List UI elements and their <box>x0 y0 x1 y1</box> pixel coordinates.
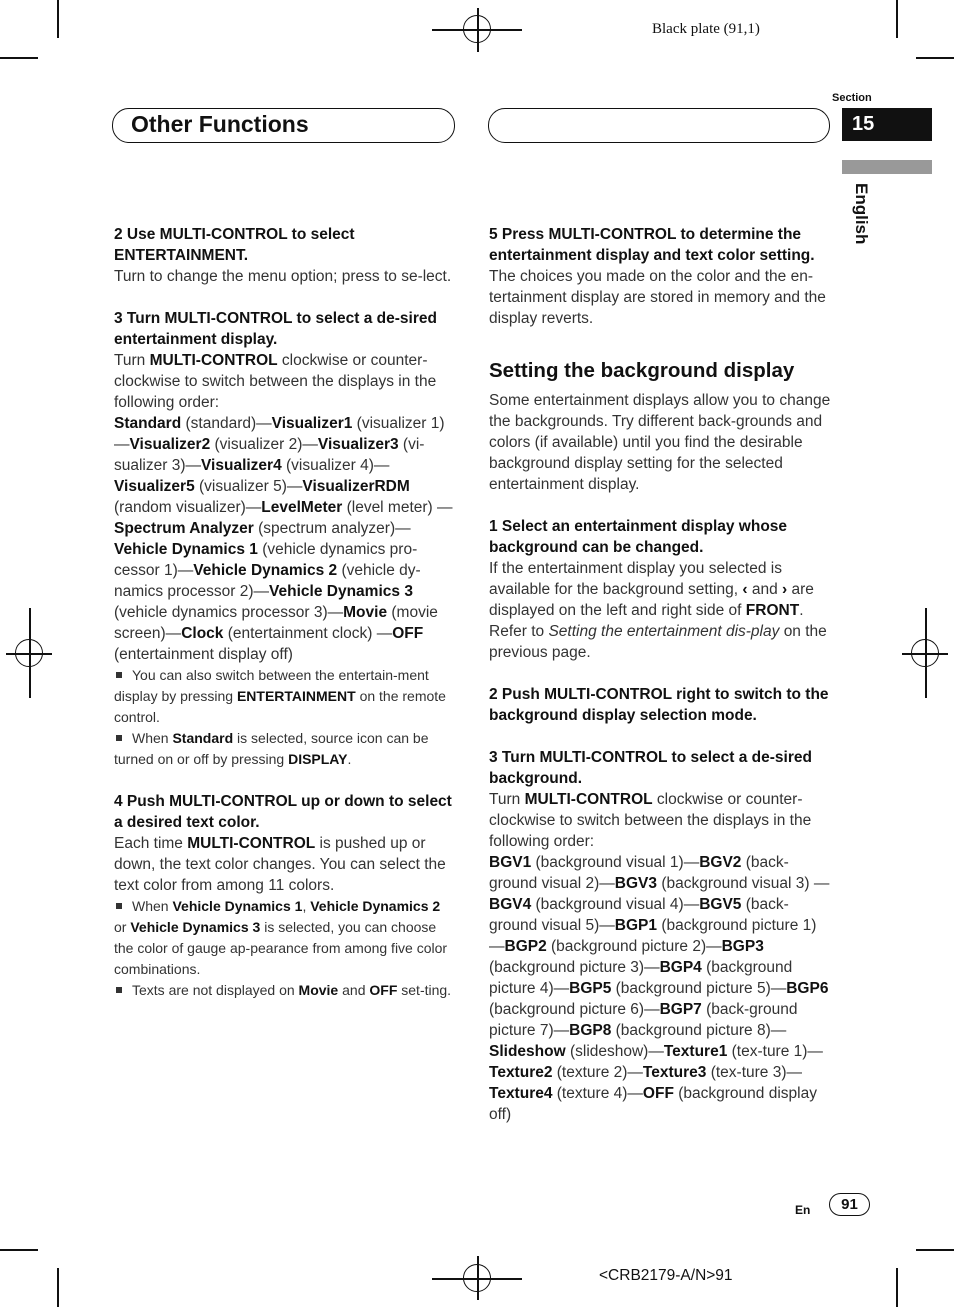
option-name: BGP5 <box>569 980 612 997</box>
option-description: (visualizer 4)— <box>281 457 390 474</box>
display-order-list <box>114 413 456 665</box>
section-number-text: 15 <box>852 113 875 135</box>
option-description: (vehicle dynamics pro-cessor 1)— <box>114 541 418 579</box>
step-body: If the entertainment display you selected is available for the background setting, ‹ and › are displayed on the left and right side of FRONT. Refer to Setting the entertainment dis-play on the previous page. <box>489 560 827 661</box>
option-description: (texture 4)— <box>552 1085 643 1102</box>
option-description: (vehicle dynamics processor 3)— <box>114 604 344 621</box>
step-body: The choices you made on the color and the en-tertainment display are stored in memory and the display reverts. <box>489 268 826 327</box>
option-description: (entertainment clock) — <box>223 625 393 642</box>
option-name: BGV3 <box>614 875 658 892</box>
option-name: BGV5 <box>699 896 742 913</box>
page-number-box <box>829 1193 870 1216</box>
bullet-icon <box>116 672 122 678</box>
option-name: Vehicle Dynamics 2 <box>193 562 338 579</box>
option-description: (background picture 4)— <box>489 959 793 997</box>
crop-mark <box>916 1249 954 1251</box>
bullet-icon <box>116 735 122 741</box>
option-description: (slideshow)— <box>565 1043 664 1060</box>
display-order-list <box>489 852 831 1125</box>
note: When Standard is selected, source icon can be turned on or off by pressing DISPLAY. <box>114 730 429 767</box>
option-description: (visualizer 2)— <box>210 436 318 453</box>
crop-mark <box>0 1249 38 1251</box>
crop-mark <box>896 1268 898 1307</box>
option-name: Texture2 <box>489 1064 553 1081</box>
option-description: (background visual 1)— <box>531 854 700 871</box>
option-description: (standard)— <box>181 415 272 432</box>
option-name: BGP4 <box>659 959 702 976</box>
option-name: BGP8 <box>569 1022 612 1039</box>
option-name: Texture3 <box>642 1064 707 1081</box>
option-name: OFF <box>642 1085 674 1102</box>
option-name: BGV4 <box>489 896 532 913</box>
step-body: Turn MULTI-CONTROL clockwise or counter-clockwise to switch between the displays in the following order: <box>489 791 812 850</box>
option-name: Texture1 <box>663 1043 728 1060</box>
crop-mark <box>896 0 898 38</box>
option-name: Vehicle Dynamics 1 <box>114 541 258 558</box>
chevron-right-icon: › <box>782 581 788 598</box>
empty-title-box <box>488 108 830 143</box>
option-name: Standard <box>114 415 182 432</box>
step-heading: 2 Push MULTI-CONTROL right to switch to the background display selection mode. <box>489 686 829 724</box>
option-description: (back-ground visual 5)— <box>489 896 789 934</box>
option-description: (background picture 2)— <box>546 938 722 955</box>
registration-line <box>477 1256 479 1300</box>
option-name: Visualizer2 <box>129 436 211 453</box>
option-name: Vehicle Dynamics 3 <box>269 583 413 600</box>
option-name: Spectrum Analyzer <box>114 520 254 537</box>
option-description: (random visualizer)— <box>114 499 262 516</box>
step-heading: 5 Press MULTI-CONTROL to determine the entertainment display and text color setting. <box>489 226 815 264</box>
option-description: (visualizer 1)— <box>114 415 445 453</box>
crop-mark <box>0 57 38 59</box>
option-name: Slideshow <box>489 1043 566 1060</box>
bullet-icon <box>116 903 122 909</box>
option-name: BGP1 <box>614 917 658 934</box>
option-description: (background display off) <box>489 1085 817 1123</box>
registration-line <box>6 653 52 655</box>
option-name: Visualizer5 <box>114 478 195 495</box>
option-description: (visualizer 5)— <box>194 478 303 495</box>
option-description: (background picture 5)— <box>611 980 787 997</box>
option-description: (tex-ture 3)— <box>706 1064 802 1081</box>
option-description: (movie screen)— <box>114 604 438 642</box>
step-heading: 2 Use MULTI-CONTROL to select ENTERTAINMENT. <box>114 226 355 264</box>
crop-mark <box>916 57 954 59</box>
right-column <box>489 224 831 1125</box>
option-description: (texture 2)— <box>552 1064 643 1081</box>
option-name: BGP6 <box>786 980 829 997</box>
chapter-title: Other Functions <box>131 111 309 137</box>
option-description: (background picture 6)— <box>489 1001 660 1018</box>
footer-language: En <box>795 1203 811 1217</box>
option-description: (vi-sualizer 3)— <box>114 436 425 474</box>
crop-mark <box>57 1268 59 1307</box>
plate-label: Black plate (91,1) <box>652 21 760 37</box>
option-description: (background visual 4)— <box>531 896 700 913</box>
option-description: (background visual 3) — <box>657 875 830 892</box>
note: Texts are not displayed on Movie and OFF set-ting. <box>114 980 456 1001</box>
option-name: Visualizer4 <box>201 457 282 474</box>
option-name: Movie <box>343 604 388 621</box>
option-description: (spectrum analyzer)— <box>253 520 411 537</box>
option-name: Visualizer3 <box>317 436 399 453</box>
page-number: 91 <box>841 1196 858 1213</box>
option-name: BGV2 <box>699 854 742 871</box>
step-heading: 4 Push MULTI-CONTROL up or down to select a desired text color. <box>114 793 452 831</box>
step-body: Each time MULTI-CONTROL is pushed up or down, the text color changes. You can select the text color from among 11 colors. <box>114 835 446 894</box>
section-label: Section <box>832 92 872 104</box>
document-code: <CRB2179-A/N>91 <box>599 1267 733 1284</box>
left-column <box>114 224 456 1001</box>
option-name: VisualizerRDM <box>302 478 410 495</box>
option-description: (background picture 8)— <box>611 1022 787 1039</box>
step-heading: 1 Select an entertainment display whose background can be changed. <box>489 518 788 556</box>
option-description: (back-ground visual 2)— <box>489 854 789 892</box>
language-tab: English <box>852 183 871 245</box>
option-name: BGP2 <box>504 938 547 955</box>
option-name: OFF <box>392 625 424 642</box>
bullet-icon <box>116 987 122 993</box>
registration-line <box>902 653 948 655</box>
option-description: (background picture 1)— <box>489 917 817 955</box>
option-description: (vehicle dy-namics processor 2)— <box>114 562 421 600</box>
step-heading: 3 Turn MULTI-CONTROL to select a de-sired entertainment display. <box>114 310 437 348</box>
intro-paragraph: Some entertainment displays allow you to change the backgrounds. Try different back-grounds and colors (if available) until you find the desirable background display setting for the selected entertainment display. <box>489 392 831 493</box>
option-description: (tex-ture 1)— <box>727 1043 823 1060</box>
section-heading: Setting the background display <box>489 359 795 382</box>
option-name: BGV1 <box>489 854 532 871</box>
crop-mark <box>57 0 59 38</box>
language-tab-bar <box>842 160 932 174</box>
option-name: LevelMeter <box>261 499 343 516</box>
note: When Vehicle Dynamics 1, Vehicle Dynamics 2 or Vehicle Dynamics 3 is selected, you can choose the color of gauge ap-pearance from among five color combinations. <box>114 898 448 977</box>
option-name: BGP7 <box>659 1001 702 1018</box>
option-description: (back-ground picture 7)— <box>489 1001 798 1039</box>
option-name: BGP3 <box>721 938 764 955</box>
option-description: (level meter) — <box>342 499 453 516</box>
option-name: Clock <box>181 625 224 642</box>
step-body: Turn to change the menu option; press to se-lect. <box>114 268 452 285</box>
option-name: Texture4 <box>489 1085 553 1102</box>
option-description: (background picture 3)— <box>489 959 660 976</box>
option-description: (entertainment display off) <box>114 646 293 663</box>
chevron-left-icon: ‹ <box>742 581 748 598</box>
note: You can also switch between the entertain-ment display by pressing ENTERTAINMENT on the remote control. <box>114 667 446 725</box>
registration-line <box>477 8 479 52</box>
option-name: Visualizer1 <box>271 415 353 432</box>
section-number <box>842 108 932 141</box>
step-body: Turn MULTI-CONTROL clockwise or counter-clockwise to switch between the displays in the following order: <box>114 352 437 411</box>
step-heading: 3 Turn MULTI-CONTROL to select a de-sired background. <box>489 749 812 787</box>
